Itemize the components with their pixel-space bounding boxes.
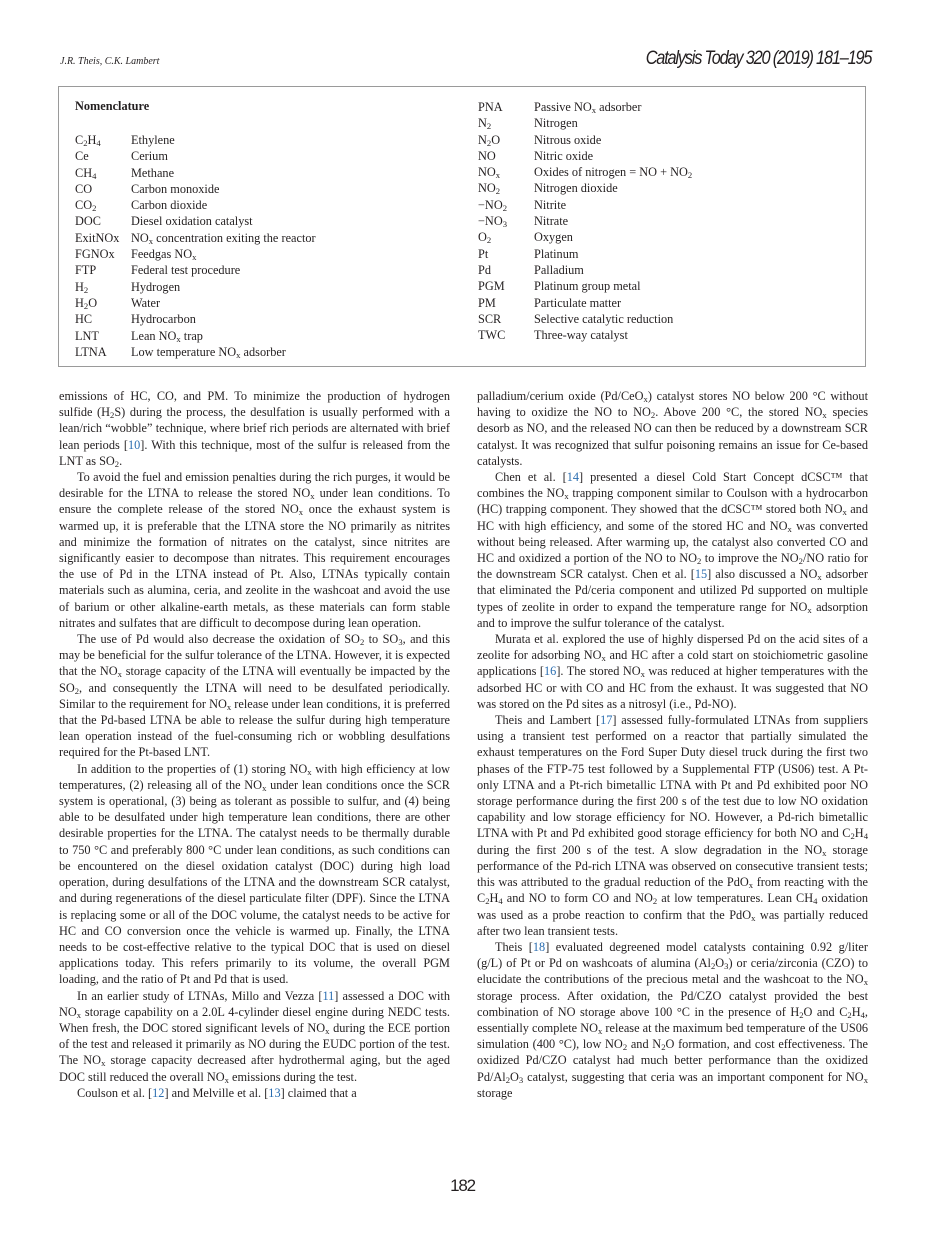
nomenclature-definition: Nitrate xyxy=(534,214,569,229)
nomenclature-abbreviation: ExitNOx xyxy=(75,230,120,245)
nomenclature-abbreviation: HC xyxy=(75,312,93,327)
body-left-column xyxy=(59,388,450,1101)
nomenclature-title: Nomenclature xyxy=(75,99,150,113)
body-paragraph: The use of Pd would also decrease the oxidation of $SO_2$ to $SO_3$, and this may be beneficial for the sulfur tolerance of the LTNA. However, it is expected that the $NO_x$ storage capacity of the LTNA will eventually be impacted by the $SO_2$, and consequently the LTNA will need to be desulfated periodically. Similar to the requirement for $NO_x$ release under lean conditions, it is preferred that the Pd-based LTNA be able to release the sulfur during high temperature lean operation instead of the fuel-consuming rich or wobbling desulfations required for the Pt-based LNT. xyxy=(59,632,450,760)
nomenclature-definition: Oxygen xyxy=(534,230,573,245)
nomenclature-abbreviation: $CO_2$ xyxy=(75,198,97,214)
nomenclature-entry xyxy=(75,328,316,344)
nomenclature-abbreviation: PGM xyxy=(478,279,505,294)
nomenclature-entry xyxy=(478,327,692,343)
nomenclature-abbreviation: PM xyxy=(478,295,496,310)
nomenclature-abbreviation: $O_2$ xyxy=(478,230,492,246)
nomenclature-definition: Ethylene xyxy=(131,133,175,147)
nomenclature-entry xyxy=(478,229,692,245)
nomenclature-definition: Palladium xyxy=(534,262,584,277)
nomenclature-definition: Oxides of nitrogen = NO + $NO_2$ xyxy=(534,165,693,181)
nomenclature-entry xyxy=(478,246,692,262)
nomenclature-entry xyxy=(75,262,316,278)
citation-link[interactable]: 14 xyxy=(566,470,580,485)
nomenclature-abbreviation: FGNOx xyxy=(75,247,115,262)
nomenclature-entry xyxy=(75,230,316,246)
nomenclature-definition: Three-way catalyst xyxy=(534,328,628,343)
nomenclature-abbreviation: $C_2H_4$ xyxy=(75,133,101,148)
nomenclature-definition: Carbon dioxide xyxy=(131,198,208,213)
nomenclature-definition: Nitrite xyxy=(534,197,567,212)
nomenclature-entry xyxy=(75,279,316,295)
nomenclature-abbreviation: TWC xyxy=(478,328,506,343)
nomenclature-definition: Nitrous oxide xyxy=(534,132,602,147)
nomenclature-definition: Platinum xyxy=(534,246,579,261)
nomenclature-entry xyxy=(478,99,692,115)
nomenclature-definition: Cerium xyxy=(131,149,168,164)
page-number: 182 xyxy=(450,1176,475,1195)
nomenclature-definition: Carbon monoxide xyxy=(131,181,220,196)
body-right-column xyxy=(477,388,868,1101)
nomenclature-abbreviation: Pt xyxy=(478,246,489,261)
citation-link[interactable]: 18 xyxy=(532,939,546,954)
nomenclature-abbreviation: $H_2O$ xyxy=(75,295,98,311)
nomenclature-definition: Water xyxy=(131,295,161,310)
body-paragraph: palladium/cerium oxide (Pd/CeO$_x$) catalyst stores NO below 200 °C without having to oxidize the NO to $NO_2$. Above 200 °C, the stored $NO_x$ species desorb as NO, and the released NO can then be reduced by a downstream SCR catalyst. It was recognized that sulfur poisoning remains an issue for Ce-based catalysts. xyxy=(477,389,868,468)
nomenclature-abbreviation: LTNA xyxy=(75,344,107,359)
nomenclature-entry xyxy=(478,295,692,311)
nomenclature-abbreviation: $H_2$ xyxy=(75,279,89,295)
nomenclature-definition: $NO_x$ concentration exiting the reactor xyxy=(131,230,316,246)
nomenclature-abbreviation: $-NO_3$ xyxy=(478,214,508,229)
nomenclature-abbreviation: Pd xyxy=(478,262,491,277)
nomenclature-abbreviation: FTP xyxy=(75,263,97,278)
nomenclature-definition: Passive $NO_x$ adsorber xyxy=(534,100,642,115)
body-paragraph: Coulson et al. [12] and Melville et al. [13] claimed that a xyxy=(77,1085,357,1100)
nomenclature-entry xyxy=(75,213,316,229)
running-header-journal: Catalysis Today 320 (2019) 181–195 xyxy=(645,48,871,69)
nomenclature-left-column xyxy=(75,132,316,360)
nomenclature-abbreviation: NO xyxy=(478,148,496,163)
nomenclature-entry xyxy=(75,311,316,327)
nomenclature-entry xyxy=(478,197,692,213)
body-paragraph: Chen et al. [14] presented a diesel Cold Start Concept dCSC™ that combines the $NO_x$ trapping component similar to Coulson with a hydrocarbon (HC) trapping component. They showed that the dCSC™ stored both $NO_x$ and HC with high efficiency, and some of the stored HC and $NO_x$ was converted without being released. After warming up, the catalyst also converted CO and HC and oxidized a portion of the NO to $NO_2$ to improve the $NO_2/NO$ ratio for the downstream SCR catalyst. Chen et al. [15] also discussed a $NO_x$ adsorber that eliminated the Pd/ceria component and utilized Pd supported on multiple types of zeolite in order to expand the temperature range for $NO_x$ adsorption and to improve the sulfur tolerance of the catalyst. xyxy=(477,470,868,630)
body-paragraph: In addition to the properties of (1) storing $NO_x$ with high efficiency at low temperatures, (2) releasing all of the $NO_x$ under lean conditions once the SCR system is operational, (3) being as tolerant as possible to sulfur, and (4) being able to be desulfated under high temperature lean conditions, there are other desirable properties for the LTNA. The catalyst needs to be thermally durable to 750 °C and preferably 800 °C under lean conditions, as such conditions can be encountered on the diesel oxidation catalyst (DOC) during high load operation, during desulfations of the LTNA and the downstream SCR catalyst, and during regenerations of the diesel particulate filter (DPF). Since the LTNA is replacing some or all of the DOC volume, the catalyst needs to be active for HC and CO conversion once the vehicle is warmed up. Finally, the LTNA needs to be cost-effective relative to the typical DOC that is used on diesel applications today. This refers primarily to its volume, the overall PGM loading, and the ratio of Pt and Pd that is used. xyxy=(59,761,451,987)
nomenclature-abbreviation: CO xyxy=(75,181,93,196)
nomenclature-entry xyxy=(478,132,692,148)
nomenclature-abbreviation: $N_2$ xyxy=(478,116,492,132)
nomenclature-entry xyxy=(478,164,692,180)
nomenclature-definition: Nitrogen xyxy=(534,116,578,131)
citation-link[interactable]: 11 xyxy=(322,988,335,1003)
nomenclature-abbreviation: $N_2O$ xyxy=(478,132,501,148)
nomenclature-entry xyxy=(478,262,692,278)
nomenclature-abbreviation: $NO_2$ xyxy=(478,181,501,197)
nomenclature-definition: Selective catalytic reduction xyxy=(534,311,674,326)
nomenclature-entry xyxy=(75,148,316,164)
citation-link[interactable]: 13 xyxy=(268,1085,281,1100)
nomenclature-entry xyxy=(75,197,316,213)
nomenclature-definition: Lean $NO_x$ trap xyxy=(131,328,203,344)
nomenclature-definition: Hydrogen xyxy=(131,279,181,294)
nomenclature-definition: Platinum group metal xyxy=(534,279,641,294)
body-paragraph: In an earlier study of LTNAs, Millo and Vezza [11] assessed a DOC with $NO_x$ storage capability on a 2.0L 4-cylinder diesel engine during NEDC tests. When fresh, the DOC stored significant levels of $NO_x$ during the ECE portion of the test and released it primarily as NO during the EUDC portion of the test. The $NO_x$ storage capacity decreased after hydrothermal aging, but the aged DOC still reduced the overall $NO_x$ emissions during the test. xyxy=(59,988,451,1085)
nomenclature-entry xyxy=(478,213,692,229)
body-paragraph: emissions of HC, CO, and PM. To minimize the production of hydrogen sulfide $(H_2S)$ during the process, the desulfation is usually performed with a lean/rich “wobble” technique, where brief rich periods are alternated with brief lean periods [10]. With this technique, most of the sulfur is released from the LNT as $SO_2$. xyxy=(59,389,450,469)
nomenclature-abbreviation: $NO_x$ xyxy=(478,165,501,181)
body-paragraph: Theis and Lambert [17] assessed fully-formulated LTNAs from suppliers using a transient test performed on a reactor that partially simulated the exhaust temperatures on the Ford Super Duty diesel truck during the first two phases of the FTP-75 test followed by a Supplemental FTP (US06) test. A Pt-only LTNA and a Pt-rich bimetallic LTNA with Pt and Pd exhibited poor NO storage performance during the first 200 s of the test due to low NO oxidation capability and low storage efficiency for NO. However, a Pd-rich bimetallic LTNA with Pt and Pd exhibited good storage efficiency for both NO and $C_2H_4$ during the first 200 s of the test. A slow degradation in the $NO_x$ storage performance of the Pd-rich LTNA was observed on consecutive transient tests; this was attributed to the gradual reduction of the PdO$_x$ from reacting with the $C_2H_4$ and NO to form CO and $NO_2$ at low temperatures. Lean $CH_4$ oxidation was used as a probe reaction to confirm that the PdO$_x$ was partially reduced after two lean transient tests. xyxy=(477,713,869,938)
nomenclature-entry xyxy=(478,148,692,164)
nomenclature-entry xyxy=(75,246,316,262)
nomenclature-entry xyxy=(75,165,316,181)
nomenclature-entry xyxy=(478,278,692,294)
body-paragraph: Theis [18] evaluated degreened model catalysts containing 0.92 g/liter (g/L) of Pt or Pd on washcoats of alumina $(Al_2O_3)$ or ceria/zirconia (CZO) to elucidate the contributions of the precious metal and the washcoat to the $NO_x$ storage process. After oxidation, the Pd/CZO catalyst provided the best combination of NO storage above 100 °C in the presence of $H_2O$ and $C_2H_4$, essentially complete $NO_x$ release at the maximum bed temperature of the US06 simulation (400 °C), low $NO_2$ and $N_2O$ formation, and cost effectiveness. The oxidized Pd/CZO catalyst had much better performance than the oxidized $Pd/Al_2O_3$ catalyst, suggesting that ceria was an important component for $NO_x$ storage xyxy=(477,939,868,1100)
nomenclature-abbreviation: SCR xyxy=(478,311,502,326)
nomenclature-definition: Federal test procedure xyxy=(131,263,241,278)
running-header-authors: J.R. Theis, C.K. Lambert xyxy=(60,56,160,67)
nomenclature-entry xyxy=(75,132,316,148)
citation-link[interactable]: 12 xyxy=(152,1085,165,1100)
nomenclature-abbreviation: Ce xyxy=(75,149,89,164)
nomenclature-entry xyxy=(478,311,692,327)
nomenclature-abbreviation: PNA xyxy=(478,100,503,114)
nomenclature-abbreviation: LNT xyxy=(75,328,99,343)
nomenclature-entry xyxy=(478,180,692,196)
citation-link[interactable]: 17 xyxy=(600,713,613,728)
nomenclature-entry xyxy=(75,344,316,360)
nomenclature-entry xyxy=(75,181,316,197)
nomenclature-abbreviation: $CH_4$ xyxy=(75,165,97,181)
nomenclature-definition: Particulate matter xyxy=(534,295,622,310)
body-paragraph: To avoid the fuel and emission penalties during the rich purges, it would be desirable for the LTNA to release the stored $NO_x$ under lean conditions. To ensure the complete release of the stored $NO_x$ once the exhaust system is warmed up, it is preferable that the LTNA store the NO primarily as nitrites and minimize the formation of nitrates on the catalyst, since nitrites are significantly easier to decompose than nitrates. This requirement encourages the use of Pd in the LTNA instead of Pt. Also, LTNAs typically contain materials such as alumina, ceria, and zeolite in the washcoat and avoid the use of barium or other alkaline-earth metals, as these materials can form stable nitrates and sulfates that are difficult to decompose during lean operation. xyxy=(59,470,450,630)
nomenclature-definition: Low temperature $NO_x$ adsorber xyxy=(131,344,286,360)
nomenclature-right-column xyxy=(478,99,692,343)
nomenclature-entry xyxy=(478,115,692,131)
nomenclature-abbreviation: $-NO_2$ xyxy=(478,197,508,213)
citation-link[interactable]: 16 xyxy=(544,664,557,679)
nomenclature-box xyxy=(58,86,866,367)
nomenclature-definition: Hydrocarbon xyxy=(131,312,196,327)
body-paragraph: Murata et al. explored the use of highly dispersed Pd on the acid sites of a zeolite for adsorbing $NO_x$ and HC after a cold start on stoichiometric gasoline applications [16]. The stored $NO_x$ was reduced at higher temperatures with the adsorbed HC or with CO and HC from the exhaust. It was suggested that NO was stored on the Pd sites as a nitrosyl (i.e., Pd-NO). xyxy=(477,632,869,711)
citation-link[interactable]: 15 xyxy=(694,567,708,582)
nomenclature-definition: Diesel oxidation catalyst xyxy=(131,214,253,229)
nomenclature-entry xyxy=(75,295,316,311)
nomenclature-definition: Feedgas $NO_x$ xyxy=(131,247,197,262)
citation-link[interactable]: 10 xyxy=(127,437,141,452)
nomenclature-definition: Nitrogen dioxide xyxy=(534,181,618,196)
nomenclature-definition: Nitric oxide xyxy=(534,148,594,163)
nomenclature-abbreviation: DOC xyxy=(75,214,101,229)
nomenclature-definition: Methane xyxy=(131,165,175,180)
